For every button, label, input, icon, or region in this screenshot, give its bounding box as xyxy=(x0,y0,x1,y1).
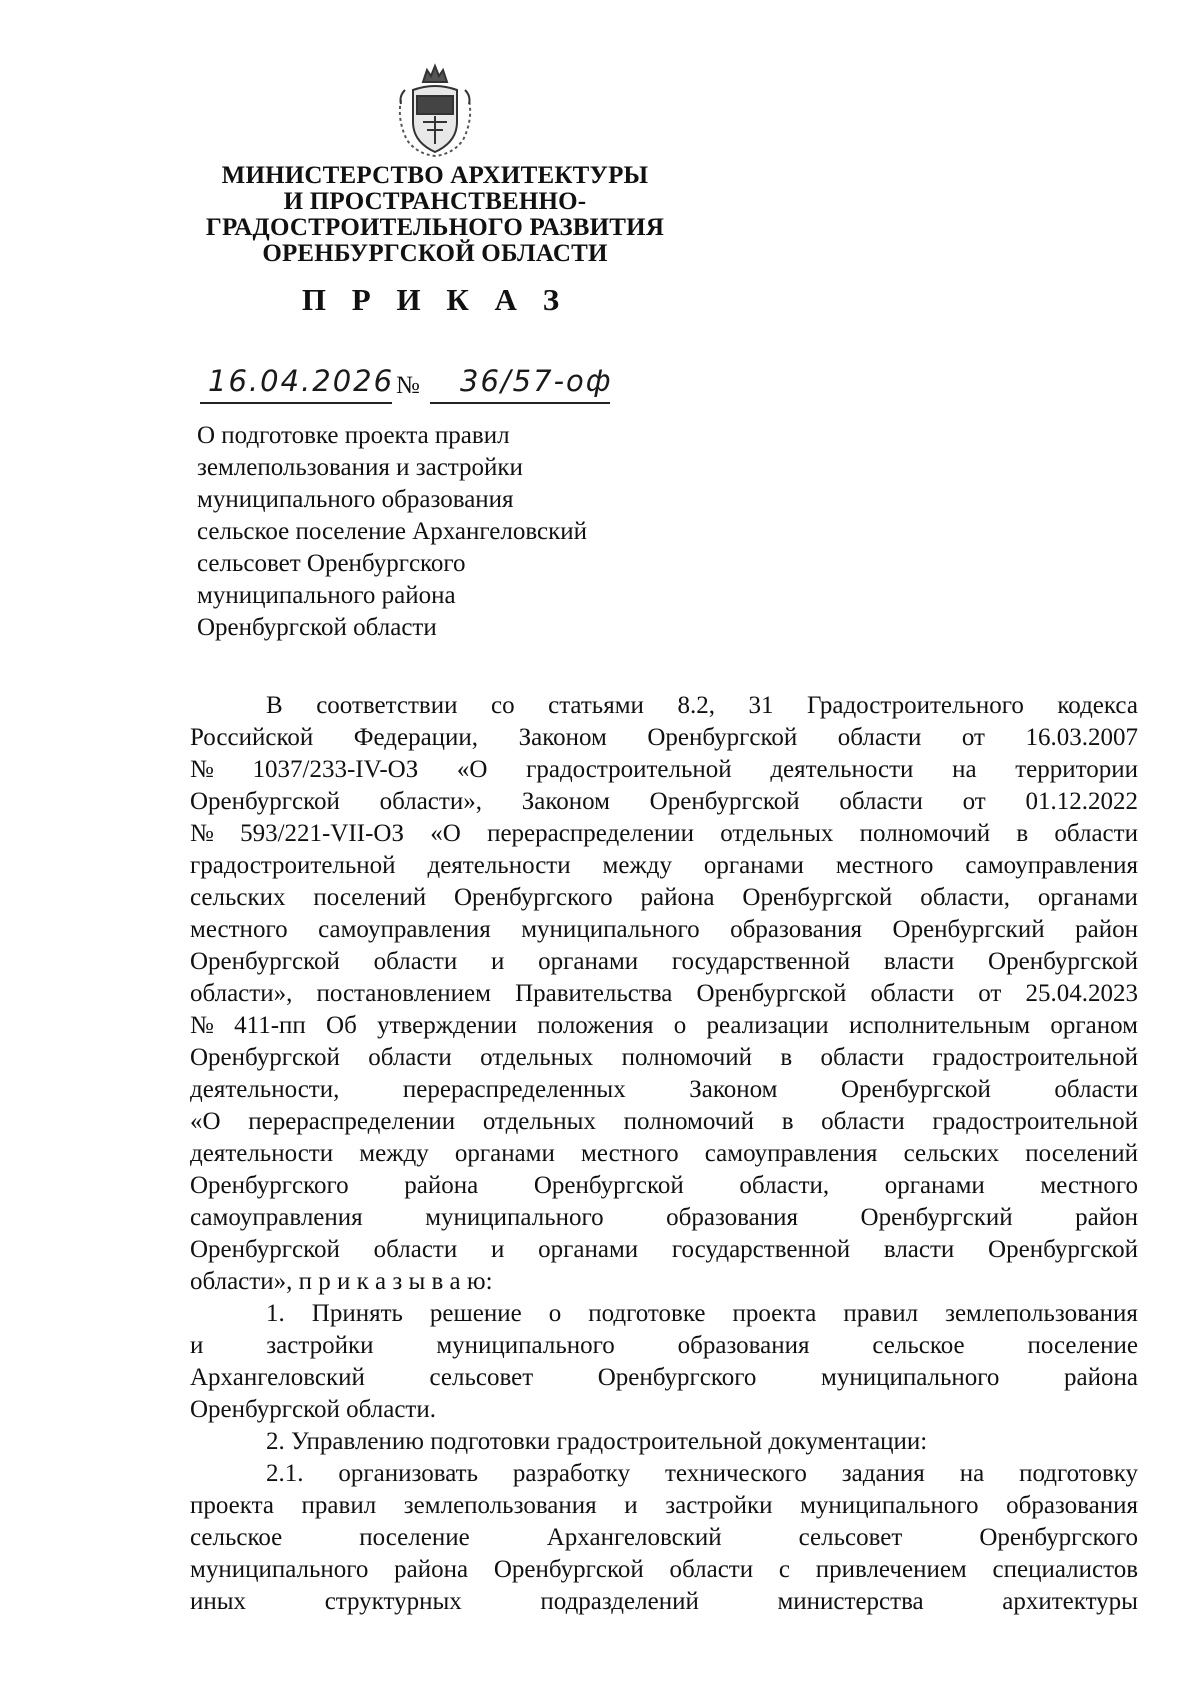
body-line: проекта правил землепользования и застройки муниципального образования xyxy=(190,1492,1138,1519)
header-line: МИНИСТЕРСТВО АРХИТЕКТУРЫ xyxy=(221,162,649,189)
body-line: «О перераспределении отдельных полномочий в области градостроительной xyxy=(190,1108,1138,1135)
document-type-title: П Р И К А З xyxy=(301,282,569,317)
item-2-1-paragraph xyxy=(190,1458,1138,1618)
body-line: самоуправления муниципального образования Оренбургский район xyxy=(190,1204,1138,1231)
body-line: В соответствии со статьями 8.2, 31 Градостроительного кодекса xyxy=(266,692,1138,719)
body-line: области», постановлением Правительства Оренбургской области от 25.04.2023 xyxy=(190,980,1138,1007)
body-line: деятельности между органами местного самоуправления сельских поселений xyxy=(190,1140,1138,1167)
body-line: № 411-пп Об утверждении положения о реализации исполнительным органом xyxy=(190,1012,1138,1039)
body-line: 2.1. организовать разработку технического задания на подготовку xyxy=(266,1460,1138,1487)
body-line: Оренбургской области отдельных полномочий в области градостроительной xyxy=(190,1044,1138,1071)
body-line: Архангеловский сельсовет Оренбургского муниципального района xyxy=(190,1364,1138,1391)
body-line: Оренбургской области и органами государственной власти Оренбургской xyxy=(190,948,1138,975)
preamble-paragraph xyxy=(190,690,1138,1298)
order-subject xyxy=(197,420,717,644)
subject-line: сельское поселение Архангеловский xyxy=(197,518,588,545)
body-line: муниципального района Оренбургской области с привлечением специалистов xyxy=(190,1556,1138,1583)
body-line: 1. Принять решение о подготовке проекта правил землепользования xyxy=(266,1300,1138,1327)
body-line: области», п р и к а з ы в а ю: xyxy=(190,1268,493,1295)
order-number: 36/57-оф xyxy=(460,364,613,398)
order-date: 16.04.2026 xyxy=(208,364,395,398)
number-sign: № xyxy=(396,372,420,399)
subject-line: сельсовет Оренбургского xyxy=(197,550,466,577)
body-line: градостроительной деятельности между органами местного самоуправления xyxy=(190,852,1138,879)
body-line: Российской Федерации, Законом Оренбургской области от 16.03.2007 xyxy=(190,724,1138,751)
body-line: Оренбургской области. xyxy=(190,1396,436,1423)
subject-line: муниципального района xyxy=(197,582,456,609)
subject-line: землепользования и застройки xyxy=(197,454,523,481)
header-line: ГРАДОСТРОИТЕЛЬНОГО РАЗВИТИЯ xyxy=(205,214,665,241)
body-line: сельских поселений Оренбургского района Оренбургской области, органами xyxy=(190,884,1138,911)
subject-line: муниципального образования xyxy=(197,486,514,513)
subject-line: О подготовке проекта правил xyxy=(197,422,510,449)
body-line: Оренбургского района Оренбургской области, органами местного xyxy=(190,1172,1138,1199)
body-line: № 1037/233-IV-ОЗ «О градостроительной деятельности на территории xyxy=(190,756,1138,783)
body-line: иных структурных подразделений министерства архитектуры xyxy=(190,1588,1138,1615)
body-line: деятельности, перераспределенных Законом Оренбургской области xyxy=(190,1076,1138,1103)
body-line: Оренбургской области», Законом Оренбургской области от 01.12.2022 xyxy=(190,788,1138,815)
subject-line: Оренбургской области xyxy=(197,614,437,641)
body-line: № 593/221-VII-ОЗ «О перераспределении отдельных полномочий в области xyxy=(190,820,1138,847)
body-line: местного самоуправления муниципального образования Оренбургский район xyxy=(190,916,1138,943)
order-body xyxy=(190,690,1138,1618)
body-line: сельское поселение Архангеловский сельсовет Оренбургского xyxy=(190,1524,1138,1551)
header-line: ОРЕНБУРГСКОЙ ОБЛАСТИ xyxy=(262,240,608,267)
order-date-number xyxy=(200,364,680,410)
header-line: И ПРОСТРАНСТВЕННО- xyxy=(283,188,587,215)
item-2-paragraph: 2. Управлению подготовки градостроительной документации: xyxy=(266,1428,928,1455)
date-underline xyxy=(200,402,392,404)
ministry-header xyxy=(150,163,720,267)
body-line: и застройки муниципального образования сельское поселение xyxy=(190,1332,1138,1359)
number-underline xyxy=(430,402,610,404)
coat-of-arms-icon xyxy=(393,60,477,160)
body-line: Оренбургской области и органами государственной власти Оренбургской xyxy=(190,1236,1138,1263)
item-1-paragraph xyxy=(190,1298,1138,1426)
